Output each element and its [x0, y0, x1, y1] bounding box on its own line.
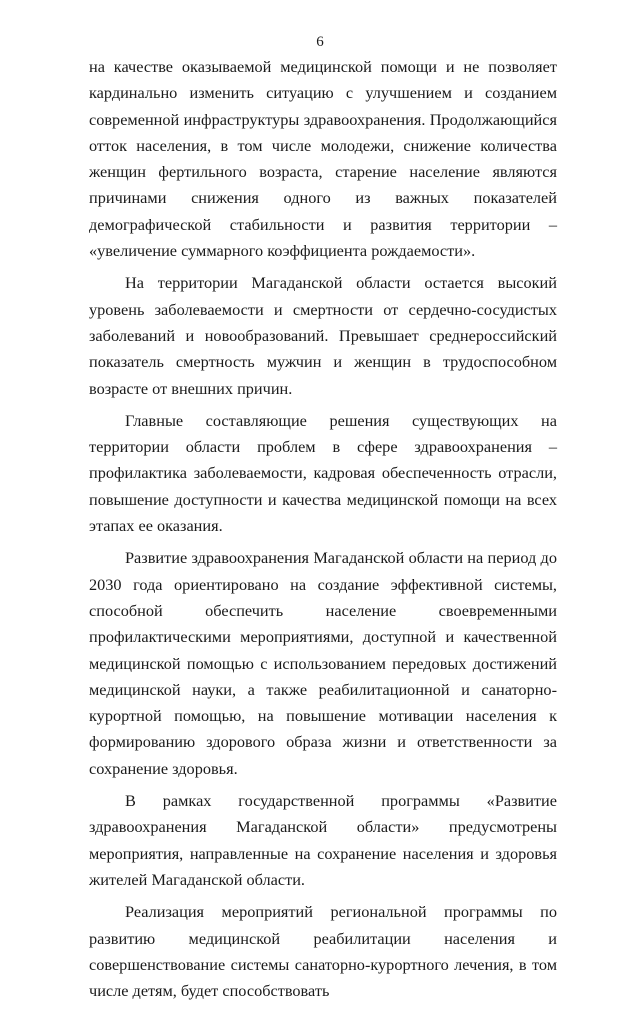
- paragraph-4: Развитие здравоохранения Магаданской области на период до 2030 года ориентировано на создание эффективной системы, способной обеспечить население своевременными профилактическими мероприятиями, доступной и качественной медицинской помощью с использованием передовых достижений медицинской науки, а также реабилитационной и санаторно-курортной помощью, на повышение мотивации населения к формированию здорового образа жизни и ответственности за сохранение здоровья.: [89, 548, 557, 778]
- document-body: [89, 54, 557, 1010]
- paragraph-2: На территории Магаданской области остается высокий уровень заболеваемости и смертности от сердечно-сосудистых заболеваний и новообразований. Превышает среднероссийский показатель смертность мужчин и женщин в трудоспособном возрасте от внешних причин.: [89, 273, 557, 398]
- paragraph-1: на качестве оказываемой медицинской помощи и не позволяет кардинально изменить ситуацию с улучшением и созданием современной инфраструктуры здравоохранения. Продолжающийся отток населения, в том числе молодежи, снижение количества женщин фертильного возраста, старение население являются причинами снижения одного из важных показателей демографической стабильности и развития территории – «увеличение суммарного коэффициента рождаемости».: [89, 57, 557, 261]
- paragraph-3: Главные составляющие решения существующих на территории области проблем в сфере здравоохранения – профилактика заболеваемости, кадровая обеспеченность отрасли, повышение доступности и качества медицинской помощи на всех этапах ее оказания.: [89, 410, 557, 536]
- page-number: 6: [316, 34, 324, 50]
- paragraph-5: В рамках государственной программы «Развитие здравоохранения Магаданской области» предусмотрены мероприятия, направленные на сохранение населения и здоровья жителей Магаданской области.: [89, 791, 557, 889]
- paragraph-6: Реализация мероприятий региональной программы по развитию медицинской реабилитации населения и совершенствование системы санаторно-курортного лечения, в том числе детям, будет способствовать: [89, 902, 557, 1001]
